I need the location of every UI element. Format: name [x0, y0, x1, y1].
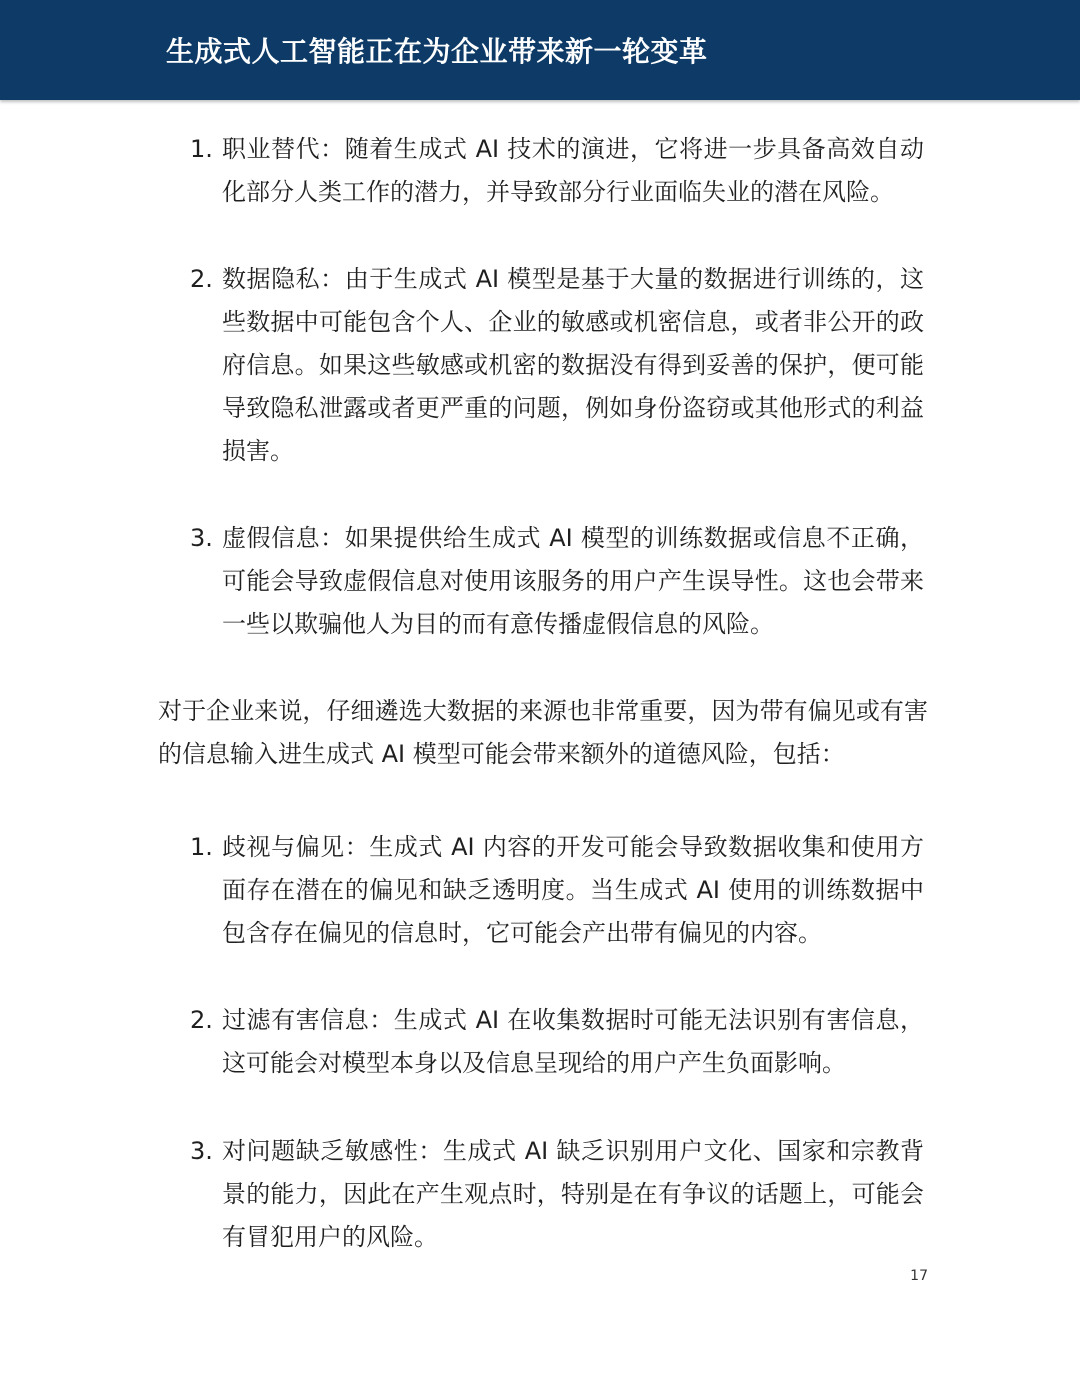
page-number: 17 [910, 1268, 928, 1284]
list-number: 3. [190, 524, 213, 552]
list-text: 数据隐私：由于生成式 AI 模型是基于大量的数据进行训练的，这些数据中可能包含个人、企业的敏感或机密信息，或者非公开的政府信息。如果这些敏感或机密的数据没有得到妥善的保护，便可能导致隐私泄露或者更严重的问题，例如身份盗窃或其他形式的利益损害。 [222, 265, 924, 465]
list-number: 1. [190, 833, 213, 861]
list-text: 虚假信息：如果提供给生成式 AI 模型的训练数据或信息不正确，可能会导致虚假信息对使用该服务的用户产生误导性。这也会带来一些以欺骗他人为目的而有意传播虚假信息的风险。 [222, 524, 924, 638]
header-title: 生成式人工智能正在为企业带来新一轮变革 [166, 35, 708, 68]
list-number: 2. [190, 265, 213, 293]
list-number: 1. [190, 135, 213, 163]
list-text: 职业替代：随着生成式 AI 技术的演进，它将进一步具备高效自动化部分人类工作的潜力，并导致部分行业面临失业的潜在风险。 [222, 135, 924, 206]
list-text: 过滤有害信息：生成式 AI 在收集数据时可能无法识别有害信息，这可能会对模型本身以及信息呈现给的用户产生负面影响。 [222, 1006, 924, 1077]
list-text: 歧视与偏见：生成式 AI 内容的开发可能会导致数据收集和使用方面存在潜在的偏见和缺乏透明度。当生成式 AI 使用的训练数据中包含存在偏见的信息时，它可能会产出带有偏见的内容。 [222, 833, 924, 947]
list-text: 对问题缺乏敏感性：生成式 AI 缺乏识别用户文化、国家和宗教背景的能力，因此在产生观点时，特别是在有争议的话题上，可能会有冒犯用户的风险。 [222, 1137, 924, 1251]
page-header [0, 0, 1080, 100]
body-paragraph: 对于企业来说，仔细遴选大数据的来源也非常重要，因为带有偏见或有害的信息输入进生成式 AI 模型可能会带来额外的道德风险，包括： [158, 697, 928, 768]
list-number: 3. [190, 1137, 213, 1165]
list-number: 2. [190, 1006, 213, 1034]
